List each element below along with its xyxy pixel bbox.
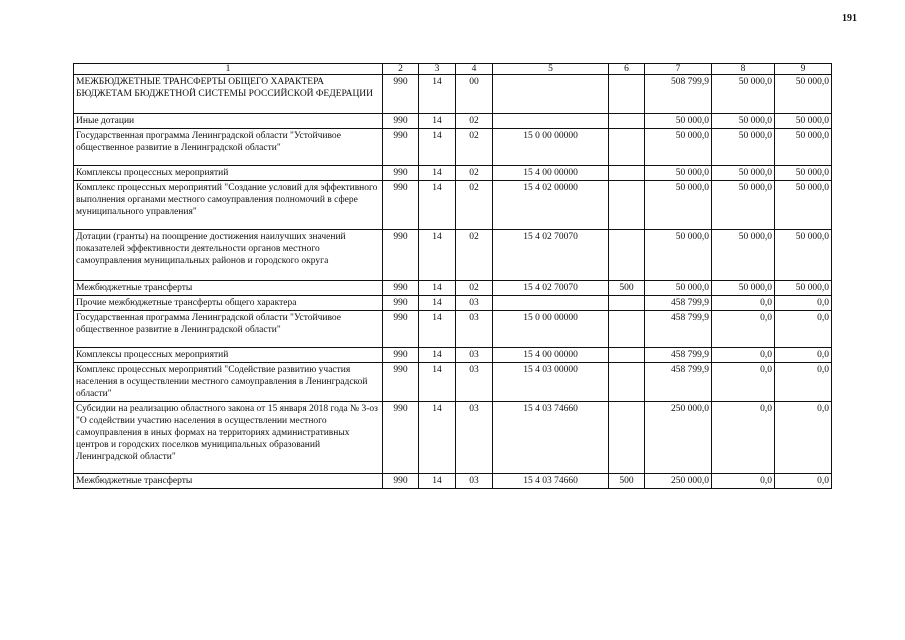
row-expense-type-cell <box>609 348 645 363</box>
row-expense-type-cell <box>609 311 645 348</box>
row-amount-col8-cell: 0,0 <box>712 348 775 363</box>
budget-table <box>73 63 832 489</box>
row-section-cell: 14 <box>419 281 456 296</box>
row-amount-col8-cell: 50 000,0 <box>712 114 775 129</box>
row-amount-col7-cell: 458 799,9 <box>645 363 712 402</box>
row-amount-col7-cell: 250 000,0 <box>645 474 712 489</box>
row-name-cell: Государственная программа Ленинградской области "Устойчивое общественное развитие в Ленинградской области" <box>74 311 383 348</box>
row-expense-type-cell: 500 <box>609 474 645 489</box>
row-section-cell: 14 <box>419 363 456 402</box>
row-amount-col7-cell: 458 799,9 <box>645 296 712 311</box>
row-code-cell: 990 <box>383 474 419 489</box>
row-section-cell: 14 <box>419 311 456 348</box>
row-target-article-cell: 15 4 00 00000 <box>493 166 609 181</box>
row-name-cell: МЕЖБЮДЖЕТНЫЕ ТРАНСФЕРТЫ ОБЩЕГО ХАРАКТЕРА БЮДЖЕТАМ БЮДЖЕТНОЙ СИСТЕМЫ РОССИЙСКОЙ ФЕДЕРАЦИИ <box>74 75 383 114</box>
page-number: 191 <box>842 13 857 24</box>
row-expense-type-cell <box>609 230 645 281</box>
row-amount-col8-cell: 0,0 <box>712 363 775 402</box>
row-target-article-cell <box>493 296 609 311</box>
row-section-cell: 14 <box>419 296 456 311</box>
column-header: 7 <box>645 64 712 75</box>
row-code-cell: 990 <box>383 75 419 114</box>
table-row <box>74 311 832 348</box>
row-subsection-cell: 03 <box>456 296 493 311</box>
column-header: 6 <box>609 64 645 75</box>
row-section-cell: 14 <box>419 166 456 181</box>
row-section-cell: 14 <box>419 129 456 166</box>
table-row <box>74 181 832 230</box>
row-target-article-cell: 15 4 02 70070 <box>493 281 609 296</box>
row-name-cell: Субсидии на реализацию областного закона от 15 января 2018 года № 3-оз "О содействии участию населения в осуществлении местного самоуправления в иных формах на территориях административных центров и городских поселков муниципальных образований Ленинградской области" <box>74 402 383 474</box>
row-amount-col9-cell: 0,0 <box>775 474 832 489</box>
row-expense-type-cell <box>609 296 645 311</box>
column-header: 2 <box>383 64 419 75</box>
row-subsection-cell: 03 <box>456 348 493 363</box>
row-name-cell: Комплекс процессных мероприятий "Создание условий для эффективного выполнения органами местного самоуправления полномочий в сфере муниципального управления" <box>74 181 383 230</box>
column-header: 3 <box>419 64 456 75</box>
row-amount-col8-cell: 0,0 <box>712 402 775 474</box>
table-row <box>74 230 832 281</box>
row-amount-col8-cell: 0,0 <box>712 296 775 311</box>
row-expense-type-cell <box>609 75 645 114</box>
row-amount-col9-cell: 0,0 <box>775 311 832 348</box>
table-row <box>74 474 832 489</box>
table-row <box>74 75 832 114</box>
row-code-cell: 990 <box>383 311 419 348</box>
row-amount-col8-cell: 50 000,0 <box>712 181 775 230</box>
row-expense-type-cell <box>609 402 645 474</box>
column-header: 8 <box>712 64 775 75</box>
column-header: 9 <box>775 64 832 75</box>
row-amount-col8-cell: 0,0 <box>712 311 775 348</box>
row-subsection-cell: 02 <box>456 166 493 181</box>
row-amount-col7-cell: 50 000,0 <box>645 230 712 281</box>
row-code-cell: 990 <box>383 296 419 311</box>
row-amount-col8-cell: 50 000,0 <box>712 166 775 181</box>
row-expense-type-cell: 500 <box>609 281 645 296</box>
table-row <box>74 281 832 296</box>
row-code-cell: 990 <box>383 166 419 181</box>
row-subsection-cell: 02 <box>456 181 493 230</box>
table-row <box>74 114 832 129</box>
row-name-cell: Прочие межбюджетные трансферты общего характера <box>74 296 383 311</box>
table-row <box>74 166 832 181</box>
row-amount-col8-cell: 50 000,0 <box>712 281 775 296</box>
row-code-cell: 990 <box>383 129 419 166</box>
header-row <box>74 64 832 75</box>
row-code-cell: 990 <box>383 181 419 230</box>
row-target-article-cell: 15 0 00 00000 <box>493 311 609 348</box>
row-section-cell: 14 <box>419 402 456 474</box>
row-code-cell: 990 <box>383 363 419 402</box>
row-name-cell: Государственная программа Ленинградской области "Устойчивое общественное развитие в Ленинградской области" <box>74 129 383 166</box>
row-amount-col7-cell: 50 000,0 <box>645 129 712 166</box>
row-amount-col7-cell: 50 000,0 <box>645 181 712 230</box>
table-row <box>74 363 832 402</box>
row-name-cell: Комплекс процессных мероприятий "Содействие развитию участия населения в осуществлении местного самоуправления в Ленинградской области" <box>74 363 383 402</box>
table-row <box>74 402 832 474</box>
row-name-cell: Межбюджетные трансферты <box>74 281 383 296</box>
row-amount-col9-cell: 50 000,0 <box>775 166 832 181</box>
row-name-cell: Комплексы процессных мероприятий <box>74 348 383 363</box>
row-target-article-cell: 15 4 02 70070 <box>493 230 609 281</box>
row-name-cell: Межбюджетные трансферты <box>74 474 383 489</box>
row-target-article-cell <box>493 114 609 129</box>
row-target-article-cell: 15 0 00 00000 <box>493 129 609 166</box>
row-subsection-cell: 03 <box>456 474 493 489</box>
row-amount-col9-cell: 0,0 <box>775 296 832 311</box>
row-subsection-cell: 03 <box>456 363 493 402</box>
column-header: 1 <box>74 64 383 75</box>
row-code-cell: 990 <box>383 281 419 296</box>
row-code-cell: 990 <box>383 114 419 129</box>
row-amount-col9-cell: 50 000,0 <box>775 114 832 129</box>
column-header: 5 <box>493 64 609 75</box>
row-amount-col8-cell: 50 000,0 <box>712 230 775 281</box>
row-name-cell: Дотации (гранты) на поощрение достижения наилучших значений показателей эффективности деятельности органов местного самоуправления муниципальных районов и городского округа <box>74 230 383 281</box>
row-amount-col9-cell: 50 000,0 <box>775 129 832 166</box>
row-expense-type-cell <box>609 363 645 402</box>
table-row <box>74 296 832 311</box>
row-amount-col7-cell: 250 000,0 <box>645 402 712 474</box>
table-row <box>74 348 832 363</box>
row-section-cell: 14 <box>419 474 456 489</box>
row-amount-col7-cell: 508 799,9 <box>645 75 712 114</box>
row-target-article-cell: 15 4 02 00000 <box>493 181 609 230</box>
row-subsection-cell: 02 <box>456 114 493 129</box>
row-name-cell: Иные дотации <box>74 114 383 129</box>
row-subsection-cell: 02 <box>456 129 493 166</box>
row-target-article-cell: 15 4 03 74660 <box>493 402 609 474</box>
row-amount-col7-cell: 458 799,9 <box>645 348 712 363</box>
row-name-cell: Комплексы процессных мероприятий <box>74 166 383 181</box>
row-amount-col9-cell: 0,0 <box>775 348 832 363</box>
row-expense-type-cell <box>609 166 645 181</box>
row-code-cell: 990 <box>383 402 419 474</box>
row-amount-col7-cell: 50 000,0 <box>645 166 712 181</box>
row-code-cell: 990 <box>383 230 419 281</box>
row-amount-col9-cell: 50 000,0 <box>775 230 832 281</box>
row-amount-col9-cell: 0,0 <box>775 363 832 402</box>
row-amount-col9-cell: 50 000,0 <box>775 75 832 114</box>
row-target-article-cell: 15 4 03 00000 <box>493 363 609 402</box>
row-amount-col9-cell: 50 000,0 <box>775 281 832 296</box>
row-section-cell: 14 <box>419 348 456 363</box>
row-target-article-cell: 15 4 00 00000 <box>493 348 609 363</box>
row-subsection-cell: 00 <box>456 75 493 114</box>
row-section-cell: 14 <box>419 114 456 129</box>
row-subsection-cell: 02 <box>456 281 493 296</box>
row-amount-col7-cell: 50 000,0 <box>645 114 712 129</box>
table-row <box>74 129 832 166</box>
row-subsection-cell: 03 <box>456 311 493 348</box>
row-target-article-cell: 15 4 03 74660 <box>493 474 609 489</box>
row-subsection-cell: 02 <box>456 230 493 281</box>
column-header: 4 <box>456 64 493 75</box>
row-amount-col8-cell: 0,0 <box>712 474 775 489</box>
row-amount-col7-cell: 458 799,9 <box>645 311 712 348</box>
row-subsection-cell: 03 <box>456 402 493 474</box>
row-amount-col8-cell: 50 000,0 <box>712 129 775 166</box>
row-amount-col8-cell: 50 000,0 <box>712 75 775 114</box>
row-expense-type-cell <box>609 114 645 129</box>
row-expense-type-cell <box>609 129 645 166</box>
row-amount-col7-cell: 50 000,0 <box>645 281 712 296</box>
row-target-article-cell <box>493 75 609 114</box>
row-code-cell: 990 <box>383 348 419 363</box>
row-section-cell: 14 <box>419 181 456 230</box>
row-section-cell: 14 <box>419 75 456 114</box>
row-section-cell: 14 <box>419 230 456 281</box>
row-expense-type-cell <box>609 181 645 230</box>
row-amount-col9-cell: 0,0 <box>775 402 832 474</box>
row-amount-col9-cell: 50 000,0 <box>775 181 832 230</box>
